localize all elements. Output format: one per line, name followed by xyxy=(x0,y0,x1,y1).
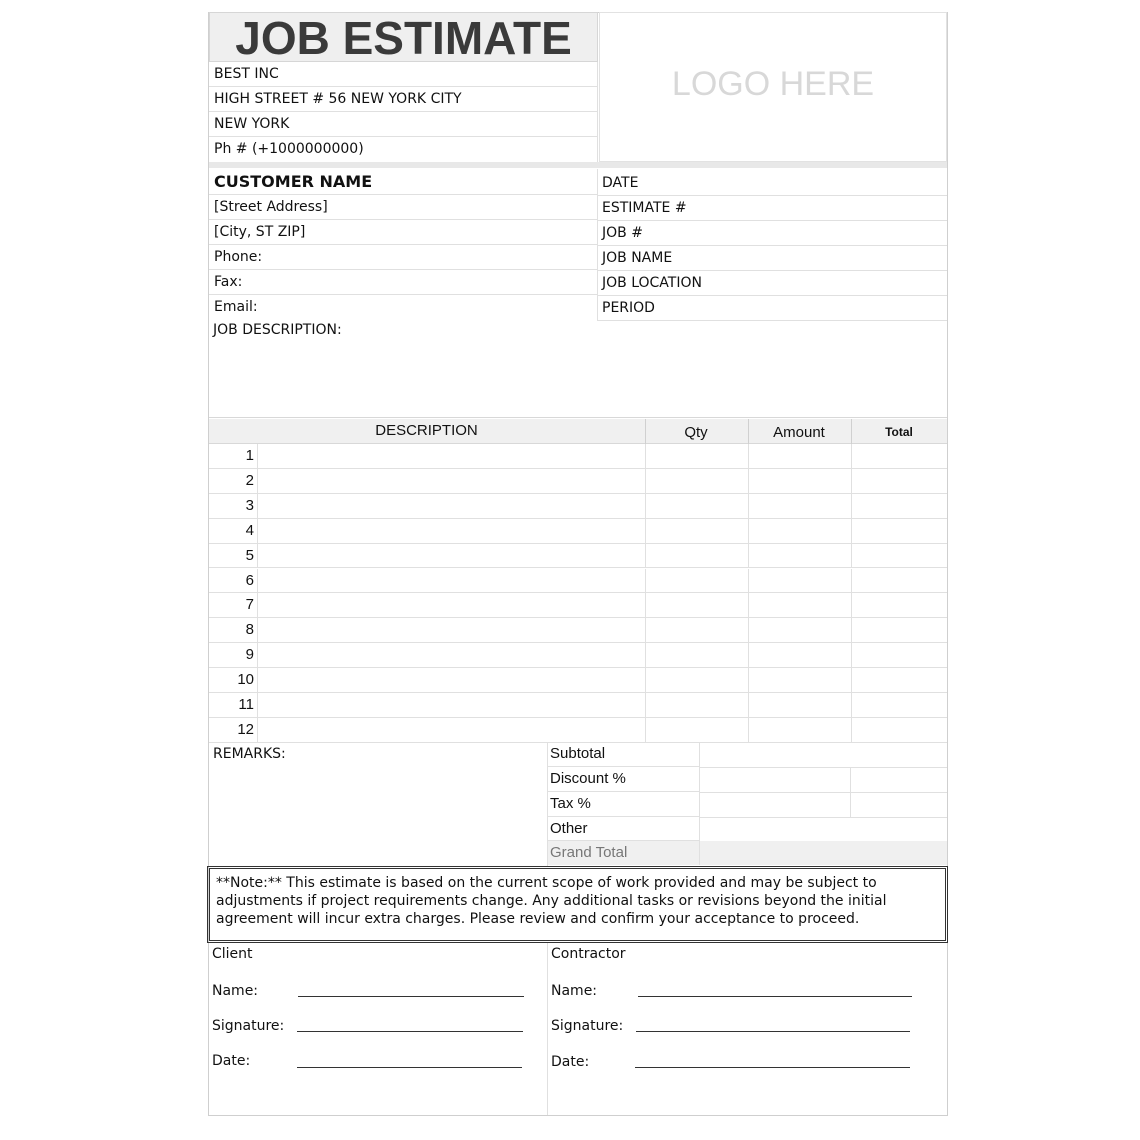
cell-divider xyxy=(645,494,646,519)
row-number: 2 xyxy=(245,471,254,489)
cell-divider xyxy=(851,718,852,743)
note-box xyxy=(207,866,948,943)
row-number: 9 xyxy=(245,646,254,664)
cell-divider xyxy=(851,444,852,469)
cell-divider xyxy=(645,693,646,718)
cell-divider xyxy=(748,544,749,569)
row-number: 3 xyxy=(245,496,254,514)
table-row xyxy=(209,593,947,618)
cell-divider xyxy=(645,519,646,544)
cell-divider xyxy=(851,693,852,718)
cell-divider xyxy=(851,643,852,668)
section-divider xyxy=(209,162,947,168)
table-row xyxy=(209,519,947,544)
cell-divider xyxy=(645,618,646,643)
table-row xyxy=(209,444,947,469)
cell-divider xyxy=(645,643,646,668)
row-number: 12 xyxy=(237,720,254,738)
cell-divider xyxy=(645,469,646,494)
discount-label: Discount % xyxy=(547,767,699,792)
cell-divider xyxy=(257,569,258,594)
table-row xyxy=(209,544,947,569)
contractor-signature-line[interactable] xyxy=(636,1031,910,1032)
cell-divider xyxy=(645,544,646,569)
customer-fax: Fax: xyxy=(209,270,597,295)
cell-divider xyxy=(748,618,749,643)
divider xyxy=(699,792,947,793)
divider xyxy=(547,742,548,866)
cell-divider xyxy=(851,618,852,643)
divider xyxy=(699,817,947,818)
row-number: 4 xyxy=(245,521,254,539)
contractor-date-line[interactable] xyxy=(635,1067,910,1068)
cell-divider xyxy=(748,693,749,718)
company-phone: Ph # (+1000000000) xyxy=(214,141,364,157)
cell-divider xyxy=(645,668,646,693)
remarks-label: REMARKS: xyxy=(213,746,286,762)
header-divider xyxy=(748,419,749,444)
cell-divider xyxy=(851,569,852,594)
divider xyxy=(699,767,947,768)
estimate-date: DATE xyxy=(597,171,947,196)
cell-divider xyxy=(748,519,749,544)
contractor-name-label: Name: xyxy=(551,983,598,999)
divider xyxy=(547,943,548,1115)
cell-divider xyxy=(257,544,258,569)
client-name-label: Name: xyxy=(212,983,259,999)
cell-divider xyxy=(851,593,852,618)
table-row xyxy=(209,469,947,494)
cell-divider xyxy=(257,693,258,718)
customer-phone: Phone: xyxy=(209,245,597,270)
period: PERIOD xyxy=(597,296,947,321)
cell-divider xyxy=(851,494,852,519)
job-location: JOB LOCATION xyxy=(597,271,947,296)
job-description-area xyxy=(209,320,947,418)
row-number: 8 xyxy=(245,621,254,639)
row-number: 1 xyxy=(245,447,254,464)
cell-divider xyxy=(257,593,258,618)
cell-divider xyxy=(748,494,749,519)
cell-divider xyxy=(851,544,852,569)
contractor-heading: Contractor xyxy=(551,946,626,962)
summary-block xyxy=(547,742,947,866)
table-row xyxy=(209,494,947,519)
column-qty: Qty xyxy=(684,424,708,441)
client-signature-label: Signature: xyxy=(212,1018,285,1034)
document-title: JOB ESTIMATE xyxy=(209,12,598,62)
cell-divider xyxy=(257,494,258,519)
customer-street: [Street Address] xyxy=(209,195,597,220)
customer-name-label: CUSTOMER NAME xyxy=(209,169,597,195)
cell-divider xyxy=(257,444,258,469)
client-date-line[interactable] xyxy=(297,1067,522,1068)
row-number: 10 xyxy=(237,671,254,689)
row-number: 5 xyxy=(245,546,254,564)
contractor-signature-label: Signature: xyxy=(551,1018,624,1034)
contractor-date-label: Date: xyxy=(551,1054,590,1070)
other-label: Other xyxy=(547,817,699,841)
client-signature-line[interactable] xyxy=(297,1031,523,1032)
cell-divider xyxy=(645,569,646,594)
cell-divider xyxy=(851,519,852,544)
cell-divider xyxy=(748,569,749,594)
customer-city: [City, ST ZIP] xyxy=(209,220,597,245)
client-date-label: Date: xyxy=(212,1053,251,1069)
cell-divider xyxy=(851,469,852,494)
table-row xyxy=(209,718,947,743)
company-street: HIGH STREET # 56 NEW YORK CITY xyxy=(209,87,598,112)
company-name: BEST INC xyxy=(209,62,598,87)
cell-divider xyxy=(257,643,258,668)
logo-placeholder-text: LOGO HERE xyxy=(671,65,875,103)
table-row xyxy=(209,618,947,643)
cell-divider xyxy=(748,444,749,469)
tax-label: Tax % xyxy=(547,792,699,817)
header-divider xyxy=(645,419,646,444)
table-row xyxy=(209,693,947,718)
job-name: JOB NAME xyxy=(597,246,947,271)
cell-divider xyxy=(257,718,258,743)
cell-divider xyxy=(645,444,646,469)
row-number: 6 xyxy=(245,571,254,589)
table-row xyxy=(209,569,947,594)
column-amount: Amount xyxy=(773,424,825,441)
cell-divider xyxy=(748,593,749,618)
column-total: Total xyxy=(885,425,913,439)
column-description: DESCRIPTION xyxy=(375,422,478,439)
row-number: 7 xyxy=(245,596,254,614)
job-number: JOB # xyxy=(597,221,947,246)
client-name-line[interactable] xyxy=(298,996,524,997)
customer-email: Email: xyxy=(214,299,258,315)
cell-divider xyxy=(645,718,646,743)
divider xyxy=(699,742,700,865)
grand-total-label: Grand Total xyxy=(547,841,947,865)
cell-divider xyxy=(748,643,749,668)
cell-divider xyxy=(851,668,852,693)
row-number: 11 xyxy=(238,696,254,713)
cell-divider xyxy=(257,519,258,544)
cell-divider xyxy=(748,718,749,743)
logo-placeholder xyxy=(599,12,947,162)
subtotal-label: Subtotal xyxy=(547,742,699,767)
note-text: **Note:** This estimate is based on the current scope of work provided and may be subject to adjustments if project requirements change. Any additional tasks or revisions beyond the initial agreement will incur extra charges. Please review and confirm your acceptance to proceed. xyxy=(216,875,887,927)
job-description-label: JOB DESCRIPTION: xyxy=(213,322,342,338)
cell-divider xyxy=(257,668,258,693)
table-row xyxy=(209,643,947,668)
estimate-number: ESTIMATE # xyxy=(597,196,947,221)
contractor-name-line[interactable] xyxy=(638,996,912,997)
company-city: NEW YORK xyxy=(209,112,598,137)
cell-divider xyxy=(748,469,749,494)
header-divider xyxy=(851,419,852,444)
cell-divider xyxy=(645,593,646,618)
client-heading: Client xyxy=(212,946,253,962)
table-row xyxy=(209,668,947,693)
cell-divider xyxy=(748,668,749,693)
cell-divider xyxy=(257,469,258,494)
divider xyxy=(597,62,598,162)
cell-divider xyxy=(257,618,258,643)
